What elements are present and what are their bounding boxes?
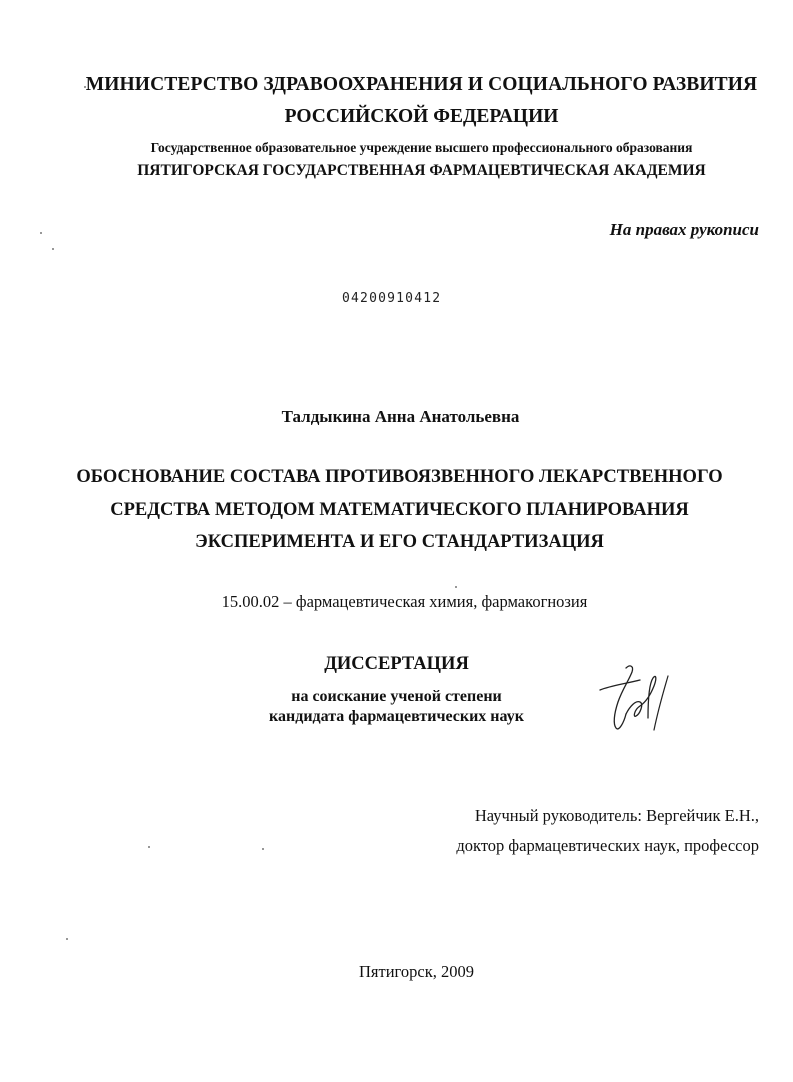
dissertation-title-line2: СРЕДСТВА МЕТОДОМ МАТЕМАТИЧЕСКОГО ПЛАНИРОВАНИЯ <box>110 500 689 520</box>
scan-speck <box>40 232 42 234</box>
registration-number: 04200910412 <box>342 291 442 306</box>
document-type: ДИССЕРТАЦИЯ <box>324 654 469 674</box>
scan-speck <box>52 248 54 250</box>
supervisor-degree: доктор фармацевтических наук, профессор <box>456 836 759 855</box>
supervisor-name: Научный руководитель: Вергейчик Е.Н., <box>474 806 759 825</box>
ministry-name-line1: МИНИСТЕРСТВО ЗДРАВООХРАНЕНИЯ И СОЦИАЛЬНОГО РАЗВИТИЯ <box>85 74 758 95</box>
institution-type: Государственное образовательное учреждение высшего профессионального образования <box>150 140 693 155</box>
specialty-code: 15.00.02 – фармацевтическая химия, фармакогнозия <box>221 592 588 611</box>
author-name: Талдыкина Анна Анатольевна <box>281 407 520 426</box>
place-and-year: Пятигорск, 2009 <box>359 962 474 981</box>
degree-line1: на соискание ученой степени <box>291 688 502 705</box>
scan-speck <box>455 586 457 588</box>
manuscript-rights-note: На правах рукописи <box>609 220 759 239</box>
institution-name: ПЯТИГОРСКАЯ ГОСУДАРСТВЕННАЯ ФАРМАЦЕВТИЧЕСКАЯ АКАДЕМИЯ <box>137 162 706 179</box>
scan-speck <box>66 938 68 940</box>
degree-line2: кандидата фармацевтических наук <box>269 708 524 725</box>
dissertation-title-line1: ОБОСНОВАНИЕ СОСТАВА ПРОТИВОЯЗВЕННОГО ЛЕКАРСТВЕННОГО <box>76 467 723 487</box>
scan-speck <box>84 86 86 88</box>
handwritten-signature <box>596 660 676 735</box>
scan-speck <box>148 846 150 848</box>
scan-speck <box>262 848 264 850</box>
ministry-name-line2: РОССИЙСКОЙ ФЕДЕРАЦИИ <box>284 106 559 127</box>
dissertation-title-line3: ЭКСПЕРИМЕНТА И ЕГО СТАНДАРТИЗАЦИЯ <box>195 532 604 552</box>
